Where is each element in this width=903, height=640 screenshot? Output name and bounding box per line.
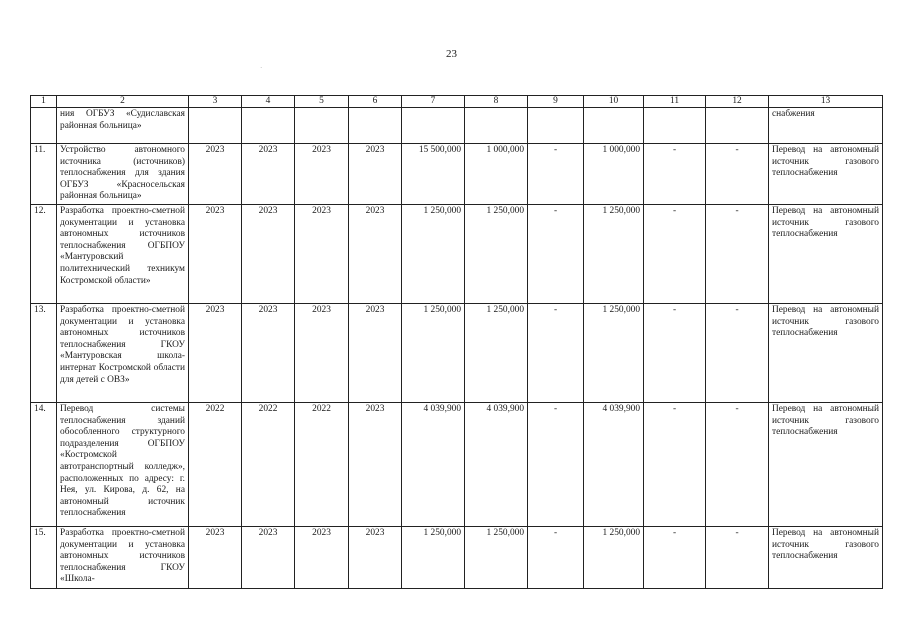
column-header: 9: [528, 96, 584, 108]
amount-cell: -: [528, 205, 584, 304]
year-cell: 2023: [189, 205, 242, 304]
row-number: 14.: [31, 403, 57, 527]
year-cell: 2023: [349, 205, 402, 304]
measure-note: Перевод на автономный источник газового теплоснабжения: [769, 205, 883, 304]
amount-cell: 1 250,000: [584, 304, 644, 403]
amount-cell: 1 000,000: [465, 144, 528, 205]
amount-cell: 4 039,900: [402, 403, 465, 527]
measure-name: Устройство автономного источника (источников) теплоснабжения для здания ОГБУЗ «Красносельская районная больница»: [57, 144, 189, 205]
column-header: 8: [465, 96, 528, 108]
table-row: [31, 403, 883, 527]
amount-cell: 1 250,000: [465, 205, 528, 304]
amount-cell: 4 039,900: [584, 403, 644, 527]
table-row: [31, 205, 883, 304]
amount-cell: 1 250,000: [465, 527, 528, 589]
amount-cell: -: [706, 144, 769, 205]
measure-note: Перевод на автономный источник газового теплоснабжения: [769, 144, 883, 205]
year-cell: 2022: [295, 403, 349, 527]
amount-cell: 15 500,000: [402, 144, 465, 205]
amount-cell: 1 250,000: [584, 205, 644, 304]
year-cell: 2023: [349, 304, 402, 403]
column-header: 2: [57, 96, 189, 108]
column-header: 13: [769, 96, 883, 108]
measure-name: Перевод системы теплоснабжения зданий обособленного структурного подразделения ОГБПОУ «Костромской автотранспортный колледж», расположенных по адресу: г. Нея, ул. Кирова, д. 62, на автономный источник теплоснабжения: [57, 403, 189, 527]
measure-name: Разработка проектно-сметной документации и установка автономных источников теплоснабжения ГКОУ «Мантуровская школа-интернат Костромской области для детей с ОВЗ»: [57, 304, 189, 403]
amount-cell: -: [644, 144, 706, 205]
measure-note: Перевод на автономный источник газового теплоснабжения: [769, 403, 883, 527]
year-cell: 2023: [242, 144, 295, 205]
year-cell: 2023: [349, 527, 402, 589]
column-header: 3: [189, 96, 242, 108]
column-header: 10: [584, 96, 644, 108]
year-cell: 2023: [242, 527, 295, 589]
table-row-continuation: [31, 108, 883, 144]
year-cell: 2023: [189, 527, 242, 589]
amount-cell: -: [528, 304, 584, 403]
year-cell: 2023: [295, 304, 349, 403]
year-cell: 2023: [295, 527, 349, 589]
table-row: [31, 527, 883, 589]
column-number-row: [31, 96, 883, 108]
column-header: 7: [402, 96, 465, 108]
amount-cell: -: [644, 304, 706, 403]
measure-note: снабжения: [769, 108, 883, 144]
amount-cell: -: [528, 527, 584, 589]
amount-cell: -: [706, 527, 769, 589]
measure-name: Разработка проектно-сметной документации и установка автономных источников теплоснабжения ОГБПОУ «Мантуровский политехнический техникум Костромской области»: [57, 205, 189, 304]
amount-cell: -: [528, 403, 584, 527]
year-cell: 2023: [189, 304, 242, 403]
amount-cell: -: [528, 144, 584, 205]
scan-mark: ·: [260, 64, 263, 72]
amount-cell: 1 000,000: [584, 144, 644, 205]
amount-cell: -: [644, 527, 706, 589]
column-header: 1: [31, 96, 57, 108]
amount-cell: 1 250,000: [402, 304, 465, 403]
row-number: 13.: [31, 304, 57, 403]
measure-name: Разработка проектно-сметной документации и установка автономных источников теплоснабжения ГКОУ «Школа-: [57, 527, 189, 589]
row-number: 15.: [31, 527, 57, 589]
amount-cell: -: [706, 403, 769, 527]
year-cell: 2023: [295, 144, 349, 205]
column-header: 11: [644, 96, 706, 108]
measure-note: Перевод на автономный источник газового теплоснабжения: [769, 527, 883, 589]
column-header: 6: [349, 96, 402, 108]
amount-cell: 1 250,000: [465, 304, 528, 403]
amount-cell: 1 250,000: [402, 205, 465, 304]
amount-cell: -: [644, 403, 706, 527]
year-cell: 2023: [349, 403, 402, 527]
year-cell: 2023: [242, 304, 295, 403]
table-row: [31, 304, 883, 403]
year-cell: 2022: [189, 403, 242, 527]
column-header: 5: [295, 96, 349, 108]
column-header: 12: [706, 96, 769, 108]
amount-cell: -: [644, 205, 706, 304]
amount-cell: 4 039,900: [465, 403, 528, 527]
year-cell: 2023: [349, 144, 402, 205]
amount-cell: 1 250,000: [584, 527, 644, 589]
row-number: 11.: [31, 144, 57, 205]
measure-name: ния ОГБУЗ «Судиславская районная больница»: [57, 108, 189, 144]
table-row: [31, 144, 883, 205]
measures-table: [30, 95, 883, 589]
amount-cell: 1 250,000: [402, 527, 465, 589]
year-cell: 2023: [295, 205, 349, 304]
year-cell: 2022: [242, 403, 295, 527]
amount-cell: -: [706, 205, 769, 304]
column-header: 4: [242, 96, 295, 108]
measure-note: Перевод на автономный источник газового теплоснабжения: [769, 304, 883, 403]
year-cell: 2023: [242, 205, 295, 304]
page-number: 23: [446, 48, 457, 60]
row-number: 12.: [31, 205, 57, 304]
amount-cell: -: [706, 304, 769, 403]
year-cell: 2023: [189, 144, 242, 205]
